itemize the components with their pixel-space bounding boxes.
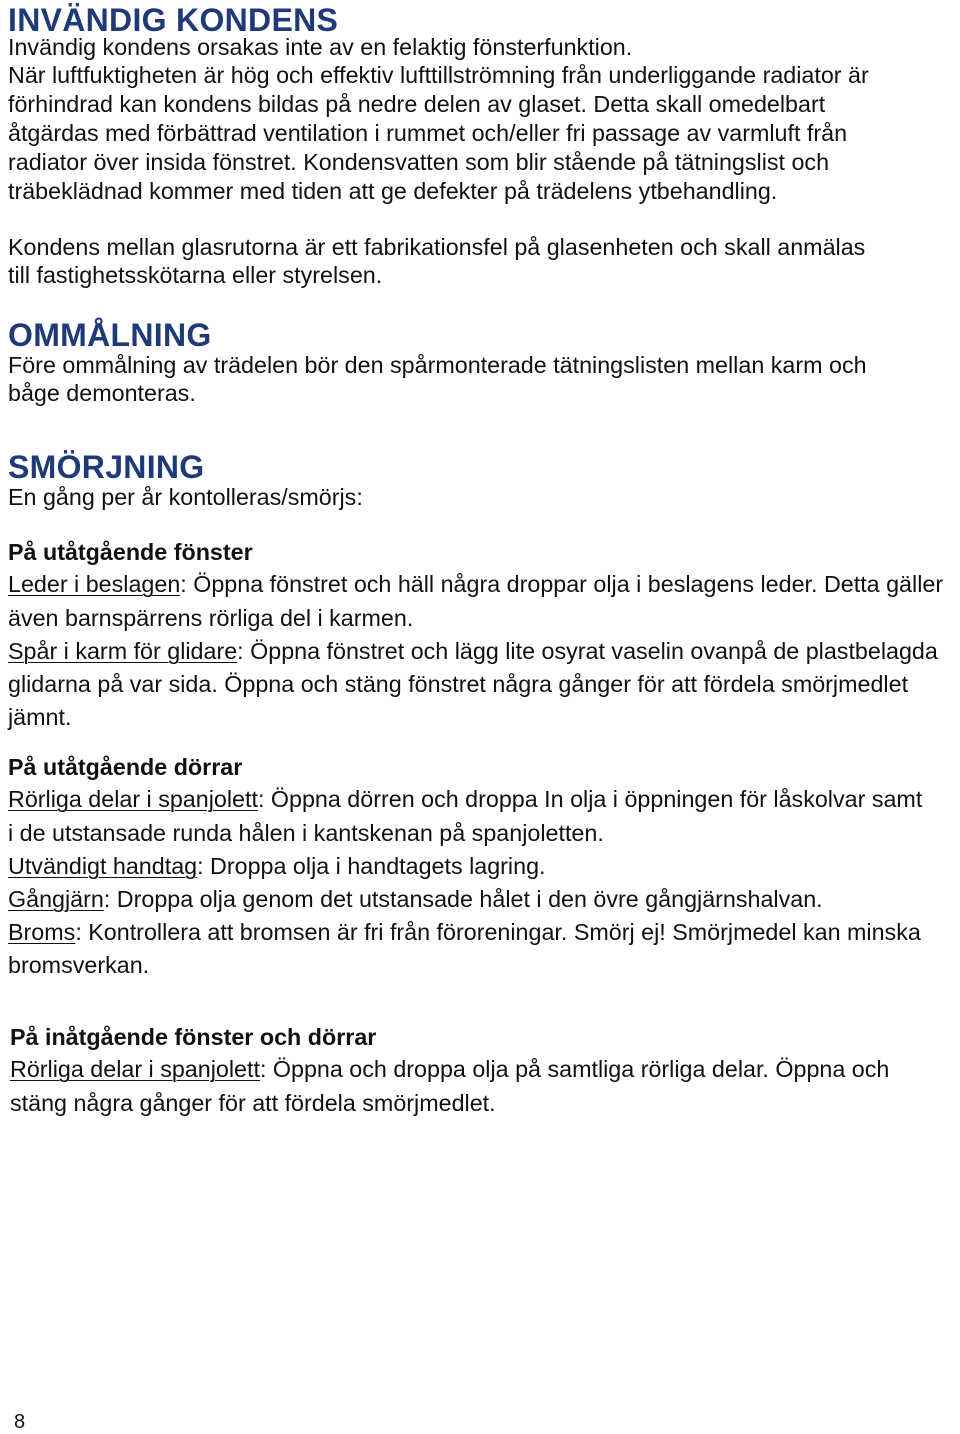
text-line: jämnt. [8,704,72,731]
list-item [10,1053,889,1086]
list-item [8,568,943,601]
text-line: även barnspärrens rörliga del i karmen. [8,604,414,631]
text-line: i de utstansade runda hålen i kantskenan på spanjoletten. [8,819,604,846]
item-text: : Öppna fönstret och häll några droppar olja i beslagens leder. Detta gäller [180,571,944,598]
list-item [8,850,922,883]
subheading-outward-windows: På utåtgående fönster [8,538,253,565]
paragraph-invandig-kondens [8,33,869,206]
item-text: : Öppna och droppa olja på samtliga rörliga delar. Öppna och [259,1056,890,1083]
item-text: : Droppa olja genom det utstansade hålet i den övre gångjärnshalvan. [103,886,823,912]
heading-smorjning: SMÖRJNING [8,449,205,485]
item-text: : Öppna fönstret och lägg lite osyrat vaselin ovanpå de plastbelagda [237,637,938,664]
text-line: stäng några gånger för att fördela smörjmedlet. [10,1089,496,1116]
item-label: Rörliga delar i spanjolett [8,786,258,813]
paragraph-kondens-mellan-glasrutor [8,233,865,291]
paragraph-ommalning [8,351,867,409]
text-line: Före ommålning av trädelen bör den spårmonterade tätningslisten mellan karm och [8,351,867,378]
text-line: förhindrad kan kondens bildas på nedre delen av glaset. Detta skall omedelbart [8,91,826,118]
list-item [8,916,922,949]
item-label: Utvändigt handtag [8,852,198,879]
page-number: 8 [14,1411,26,1433]
text-line: bromsverkan. [8,952,150,979]
list-item [8,883,922,916]
heading-ommalning: OMMÅLNING [8,317,212,353]
outward-windows-list [8,568,943,734]
item-label: Spår i karm för glidare [8,637,238,664]
smorjning-intro: En gång per år kontolleras/smörjs: [8,483,363,510]
inward-list [10,1053,889,1119]
item-text: : Kontrollera att bromsen är fri från föroreningar. Smörj ej! Smörjmedel kan minska [75,919,921,946]
item-label: Rörliga delar i spanjolett [10,1056,260,1083]
text-line: träbeklädnad kommer med tiden att ge defekter på trädelens ytbehandling. [8,177,778,204]
text-line: radiator över insida fönstret. Kondensvatten som blir stående på tätningslist och [8,148,830,175]
text-line: glidarna på var sida. Öppna och stäng fönstret några gånger för att fördela smörjmedlet [8,671,909,697]
text-line: båge demonteras. [8,380,196,407]
subheading-inward: På inåtgående fönster och dörrar [10,1023,377,1050]
item-label: Gångjärn [8,886,104,912]
outward-doors-list [8,783,922,982]
item-text: : Öppna dörren och droppa In olja i öppningen för låskolvar samt [257,786,923,813]
text-line: När luftfuktigheten är hög och effektiv lufttillströmning från underliggande radiator är [8,62,869,89]
text-line: Kondens mellan glasrutorna är ett fabrikationsfel på glasenheten och skall anmälas [8,233,866,260]
item-label: Leder i beslagen [8,571,181,598]
list-item [8,635,943,668]
text-line: Invändig kondens orsakas inte av en felaktig fönsterfunktion. [8,33,633,60]
list-item [8,783,922,816]
item-label: Broms [8,919,76,946]
text-line: till fastighetsskötarna eller styrelsen. [8,262,383,289]
text-line: åtgärdas med förbättrad ventilation i rummet och/eller fri passage av varmluft från [8,119,848,146]
subheading-outward-doors: På utåtgående dörrar [8,753,243,780]
heading-invandig-kondens: INVÄNDIG KONDENS [8,2,339,38]
item-text: : Droppa olja i handtagets lagring. [197,852,546,879]
